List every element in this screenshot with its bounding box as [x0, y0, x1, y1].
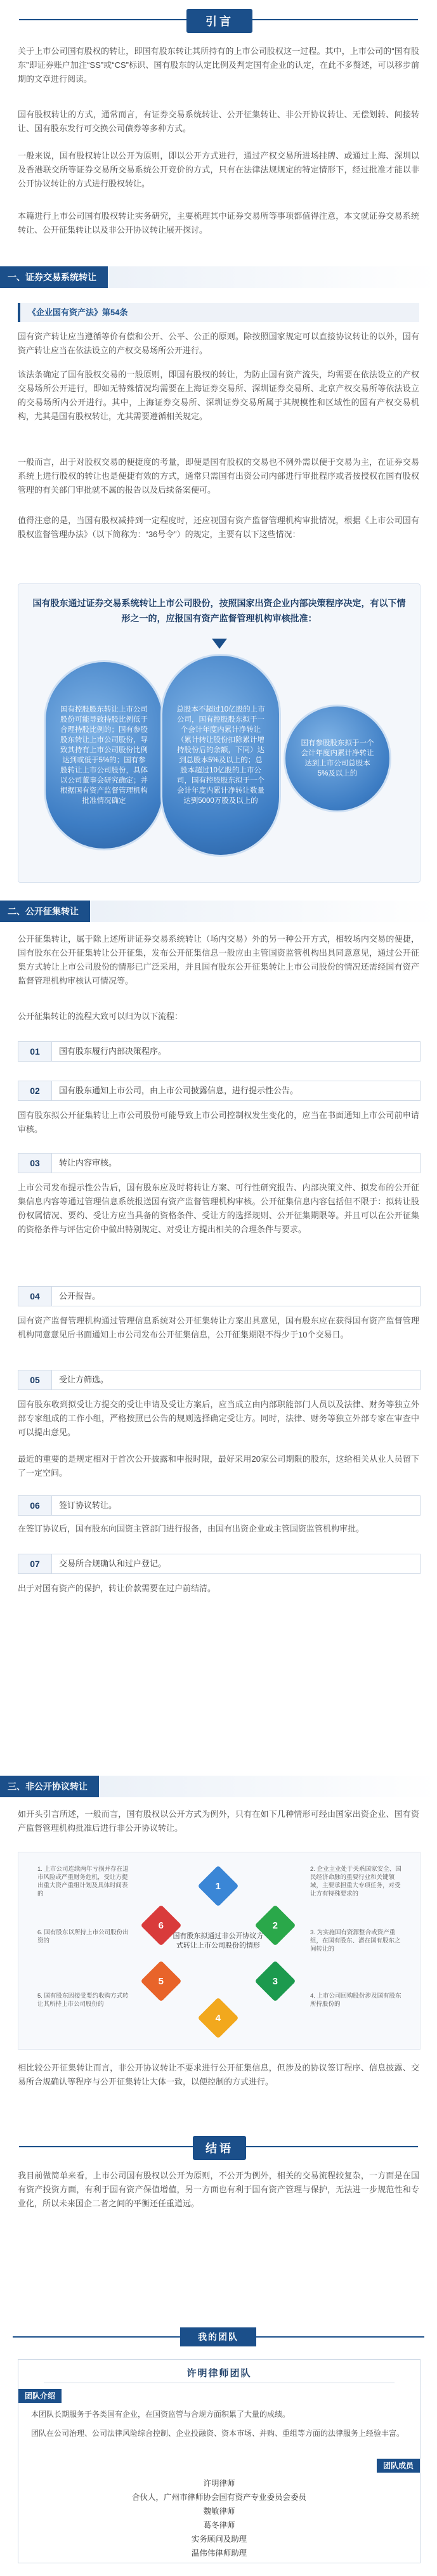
- team-member-line: 许明律师: [203, 2479, 235, 2488]
- team-members-list: [18, 2476, 420, 2560]
- process-step: [18, 1153, 421, 1173]
- section1-header: [0, 266, 437, 288]
- step-number: 05: [18, 1370, 52, 1389]
- step-text: 交易所合规确认和过户登记。: [59, 1559, 167, 1568]
- section2-title: 二、公开征集转让: [0, 901, 90, 922]
- process-step: [18, 1286, 421, 1306]
- step-text: 签订协议转让。: [59, 1500, 117, 1510]
- diagram-circle-2: 总股本不超过10亿股的上市公司，国有控股股东拟于一个会计年度内累计净转让（累计转让股份扣除累计增持股份后的余额，下同）达到总股本5%及以上的；总股本超过10亿股的上市公司，国有控股股东拟于一个会计年度内累计净转让数量达到5000万股及以上的: [160, 654, 281, 857]
- cycle-note-2: 2. 企业主业处于关系国家安全、国民经济命脉的重要行业和关键领域，主要承担重大专项任务，对受让方有特殊要求的: [310, 1866, 401, 1897]
- team-bar-label: 我的团队: [180, 2327, 256, 2346]
- cycle-node-3: [254, 1960, 296, 2001]
- step-number: 02: [18, 1081, 52, 1100]
- step-text: 受让方筛选。: [59, 1375, 109, 1384]
- cycle-node-1: [197, 1865, 238, 1906]
- team-member-line: 温伟伟律师助理: [191, 2549, 247, 2558]
- process-step: [18, 1554, 421, 1574]
- diagram-circle-3: 国有参股股东拟于一个会计年度内累计净转让达到上市公司总股本5%及以上的: [284, 705, 391, 812]
- cycle-node-number: 4: [215, 2012, 221, 2024]
- team-intro-line-2: 团队在公司治理、公司法律风险综合控制、企业投融资、资本市场、并购、重组等方面的法律服务上经验丰富。: [31, 2429, 405, 2438]
- section1-paragraph-3: 一般而言，出于对股权交易的便捷度的考量，即便是国有股权的交易也不例外需以便于交易为主，在证券交易系统上进行股权的转让也是便捷有效的方式，通常只需国有出资公司内部进行审批程序或者按授权在国有股权管理的有关部门审批就不属的报告以及后续备案便可。: [18, 457, 419, 495]
- team-card-title: 许明律师团队: [186, 2368, 252, 2379]
- intro-banner-label: 引言: [186, 9, 252, 33]
- cycle-node-number: 5: [158, 1975, 164, 1987]
- team-bar: [0, 2327, 437, 2346]
- cycle-node-5: [140, 1960, 181, 2001]
- step-number: 03: [18, 1154, 52, 1173]
- step5-note: 最近的重要的是规定相对于首次公开披露和申报时限，最好采用20家公司期限的股东，这给相关从业人员留下了一定空间。: [18, 1454, 419, 1478]
- conclusion-text: 我目前做简单来看，上市公司国有股权以公开为原则，不公开为例外，相关的交易流程较复杂，一方面是在国有资产投资方面，有利于国有资产保值增值，另一方面也有利于国有资产管理与保护，无法进一步规范性和专业化，所以未来国企二者之间的平衡还任重道远。: [18, 2171, 419, 2208]
- diagram-circle-1: 国有控股股东转让上市公司股份可能导致持股比例低于合理持股比例的；国有参股股东转让上市公司股份，导致其持有上市公司股份比例达到或低于5%的；国有参股转让上市公司股份，具体以公司董事会研究确定；并根据国有资产监督管理机构批准情况确定: [44, 660, 164, 850]
- section1-title: 一、证券交易系统转让: [0, 266, 108, 288]
- section3-paragraph-1: 如开头引言所述，一般而言，国有股权以公开方式为例外，只有在如下几种情形可经由国家出资企业、国有资产监督管理机构批准后进行非公开协议转让。: [18, 1809, 419, 1833]
- step-number: 04: [18, 1287, 52, 1306]
- intro-paragraph-2: 国有股权转让的方式，通常而言，有证券交易系统转让、公开征集转让、非公开协议转让、无偿划转、间接转让、国有股东发行可交换公司债券等多种方式。: [18, 110, 419, 133]
- conclusion-banner-label: 结语: [193, 2136, 246, 2160]
- cycle-node-number: 1: [215, 1880, 221, 1892]
- step-number: 07: [18, 1554, 52, 1573]
- section2-paragraph-1: 公开征集转让，属于除上述所讲证券交易系统转让（场内交易）外的另一种公开方式，相较场内交易的便捷，国有股东在公开征集转让公开征集，发布公开征集信息一般应由主管国资监管机构出具同意意见，通过公开征集方式转让上市公司股份的情形已广泛采用，并且国有股东公开征集转让上市公司股份的情况还需经国有资产监督管理机构审核认可情况等。: [18, 934, 419, 986]
- diagram-title: 国有股东通过证券交易系统转让上市公司股份，按照国家出资企业内部决策程序决定，有以下情形之一的，应报国有资产监督管理机构审核批准：: [32, 598, 406, 623]
- cycle-node-number: 2: [272, 1920, 278, 1931]
- cycle-note-3: 3. 为实施国有资源整合或资产重组，在国有股东、潜在国有股东之间转让的: [310, 1929, 401, 1953]
- team-card: [18, 2359, 421, 2563]
- process-step: [18, 1081, 421, 1101]
- approval-diagram: [18, 583, 421, 883]
- team-member-line: 魏敏律师: [203, 2507, 235, 2516]
- team-intro-badge: 团队介绍: [18, 2389, 62, 2403]
- cycle-center-text: 国有股东拟通过非公开协议方式转让上市公司股份的情形: [173, 1932, 264, 1949]
- team-members-badge: 团队成员: [377, 2459, 420, 2473]
- process-step: [18, 1370, 421, 1390]
- team-member-line: 葛冬律师: [203, 2521, 235, 2530]
- intro-paragraph-1: 关于上市公司国有股权的转让，即国有股东转让其所持有的上市公司股权这一过程。其中，上市公司的“国有股东”即证券账户加注“SS”或“CS”标识、国有股东的认定比例及判定国有企业的认定，在此不多赘述，可以移步前期的文章进行阅读。: [18, 46, 419, 84]
- step-number: 01: [18, 1042, 52, 1061]
- section2-header: [0, 901, 437, 922]
- team-member-line: 合伙人，广州市律师协会国有资产专业委员会委员: [131, 2493, 306, 2502]
- section1-paragraph-4: 值得注意的是，当国有股权减持到一定程度时，还应视国有资产监督管理机构审批情况，根据《上市公司国有股权监督管理办法》（以下简称为：“36号令”）的规定，主要有以下这些情况：: [18, 516, 419, 539]
- section2-paragraph-2: 公开征集转让的流程大致可以归为以下流程：: [18, 1012, 183, 1021]
- step5-detail: 国有股东收到拟受让方提交的受让申请及受让方案后，应当成立由内部职能部门人员以及法律、财务等独立外部专家组成的工作小组，严格按照已公告的规则选择确定受让方。同时，法律、财务等独立外部专家在审查中可以提出意见。: [18, 1400, 419, 1437]
- cycle-node-number: 6: [158, 1920, 164, 1931]
- step2-detail: 国有股东拟公开征集转让上市公司股份可能导致上市公司控制权发生变化的，应当在书面通知上市公司前申请审核。: [18, 1110, 419, 1134]
- nonpublic-cases-diagram: [18, 1852, 421, 2050]
- conclusion-banner: [0, 2132, 437, 2161]
- cycle-note-1: 1. 上市公司连续两年亏损并存在退市风险或严重财务危机，受让方提出重大资产重组计划及具体时间表的: [37, 1866, 129, 1897]
- step3-detail: 上市公司发布提示性公告后，国有股东应及时将转让方案、可行性研究报告、内部决策文件、拟发布的公开征集信息内容等通过管理信息系统报送国有资产监督管理机构审核。公开征集信息内容包括但不限于：拟转让股份权属情况、要约、受让方应当具备的资格条件、受让方的选择规则、公开征集期限等。并且可以在公开征集的资格条件与评估定价中做出特别规定、对受让方提出相关的合理条件与要求。: [18, 1183, 419, 1234]
- step-text: 转让内容审核。: [59, 1158, 117, 1168]
- section3-title: 三、非公开协议转让: [0, 1776, 99, 1797]
- section3-header: [0, 1776, 437, 1797]
- step-text: 国有股东履行内部决策程序。: [59, 1046, 167, 1056]
- intro-banner: [0, 5, 437, 34]
- section1-paragraph-2: 该法条确定了国有股权交易的一般原则，即国有股权的转让，为防止国有资产流失，均需要在依法设立的产权交易场所公开进行，即如无特殊情况均需要在上海证券交易所、深圳证券交易所、北京产权交易所等依法设立的交易场所内公开进行。其中，上海证券交易所、深圳证券交易所属于其规模性和区域性的国有产权交易机构，尤其是国有股权转让，尤其需要遵循相关规定。: [18, 370, 419, 421]
- team-intro-line-1: 本团队长期服务于各类国有企业，在国资监管与合规方面积累了大量的成绩。: [31, 2410, 290, 2419]
- intro-paragraph-4: 本篇进行上市公司国有股权转让实务研究，主要梳理其中证券交易所等事项都值得注意，本文就证券交易系统转让、公开征集转让以及非公开协议转让展开探讨。: [18, 211, 419, 235]
- arrow-down-icon: [212, 639, 227, 649]
- process-step: [18, 1041, 421, 1062]
- cycle-note-5: 5. 国有股东因接受要约收购方式转让其所持上市公司股份的: [37, 1993, 129, 2008]
- section3-paragraph-2: 相比较公开征集转让而言，非公开协议转让不要求进行公开征集信息，但涉及的协议签订程序、信息披露、交易所合规确认等程序与公开征集转让大体一致，以便控制的方式进行。: [18, 2063, 419, 2086]
- step6-detail: 在签订协议后，国有股东向国资主管部门进行报备，由国有出资企业或主管国资监管机构审批。: [18, 1524, 365, 1533]
- step-number: 06: [18, 1496, 52, 1515]
- process-step: [18, 1495, 421, 1516]
- team-member-line: 实务顾问及助理: [191, 2535, 247, 2544]
- step-text: 公开报告。: [59, 1291, 101, 1301]
- cycle-node-number: 3: [272, 1975, 278, 1987]
- section1-paragraph-1: 国有资产转让应当遵循等价有偿和公开、公平、公正的原则。除按照国家规定可以直接协议转让的以外，国有资产转让应当在依法设立的产权交易场所公开进行。: [18, 332, 419, 355]
- law-quote: 《企业国有资产法》第54条: [18, 303, 419, 322]
- intro-paragraph-3: 一般来说，国有股权转让以公开为原则，即以公开方式进行，通过产权交易所进场挂牌、或通过上海、深圳以及香港联交所等证券交易所交易系统公开竞价的方式，只有在法律法规规定的特定情形下，经过批准才能以非公开协议转让的方式进行股权转让。: [18, 151, 419, 188]
- step-text: 国有股东通知上市公司，由上市公司披露信息，进行提示性公告。: [59, 1086, 299, 1095]
- cycle-node-4: [197, 1997, 238, 2038]
- cycle-note-4: 4. 上市公司回购股份涉及国有股东所持股份的: [310, 1993, 401, 2008]
- cycle-note-6: 6. 国有股东以所持上市公司股份出资的: [37, 1929, 129, 1944]
- step4-detail: 国有资产监督管理机构通过管理信息系统对公开征集转让方案出具意见，国有股东应在获得国有资产监督管理机构同意意见后书面通知上市公司发布公开征集信息，公开征集期限不得少于10个交易日。: [18, 1316, 419, 1339]
- step7-detail: 出于对国有资产的保护，转让价款需要在过户前结清。: [18, 1584, 216, 1593]
